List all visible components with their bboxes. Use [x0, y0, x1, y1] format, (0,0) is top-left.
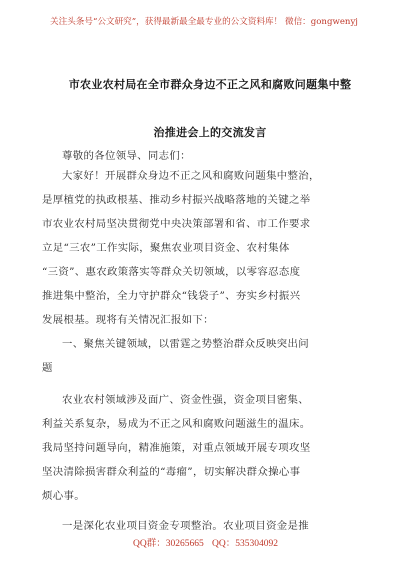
body-line: 大家好！开展群众身边不正之风和腐败问题集中整治， — [62, 170, 320, 182]
header-banner: 关注头条号“公文研究”，获得最新最全最专业的公文资料库！ 微信：gongwenyj — [50, 17, 358, 27]
body-line: 立足“三农”工作实际，聚焦农业项目资金、农村集体 — [42, 242, 290, 254]
document-title-line-1: 市农业农村局在全市群众身边不正之风和腐败问题集中整 — [68, 78, 352, 91]
body-line: 一是深化农业项目资金专项整治。农业项目资金是推 — [62, 520, 310, 532]
body-line: 市农业农村局坚决贯彻党中央决策部署和省、市工作要求 — [42, 218, 311, 230]
body-line: “三资”、惠农政策落实等群众关切领域，以零容忍态度 — [42, 266, 301, 278]
body-line: 我局坚持问题导向，精准施策，对重点领域开展专项攻坚 — [42, 442, 311, 454]
footer — [0, 530, 408, 554]
body-line: 推进集中整治，全力守护群众“钱袋子”、夯实乡村振兴 — [42, 290, 301, 302]
body-line: 尊敬的各位领导、同志们： — [62, 150, 191, 162]
body-line: 烦心事。 — [42, 490, 85, 502]
body-line: 农业农村领域涉及面广、资金性强，资金项目密集、 — [62, 394, 310, 406]
section-heading-line: 题 — [42, 362, 53, 374]
body-line: 利益关系复杂，易成为不正之风和腐败问题滋生的温床。 — [42, 418, 311, 430]
body-line: 坚决清除损害群众利益的“毒瘤”，切实解决群众操心事 — [42, 466, 301, 478]
document-title-line-2: 治推进会上的交流发言 — [153, 126, 267, 139]
body-line: 发展根基。现将有关情况汇报如下： — [42, 314, 214, 326]
document-body — [42, 0, 354, 580]
footer-qq-group: QQ群：30265665 — [133, 539, 204, 549]
body-line: 是厚植党的执政根基、推动乡村振兴战略落地的关键之举 — [42, 194, 311, 206]
section-heading-line: 一、聚焦关键领域，以雷霆之势整治群众反映突出问 — [62, 338, 310, 350]
footer-qq: QQ：535304092 — [212, 539, 278, 549]
